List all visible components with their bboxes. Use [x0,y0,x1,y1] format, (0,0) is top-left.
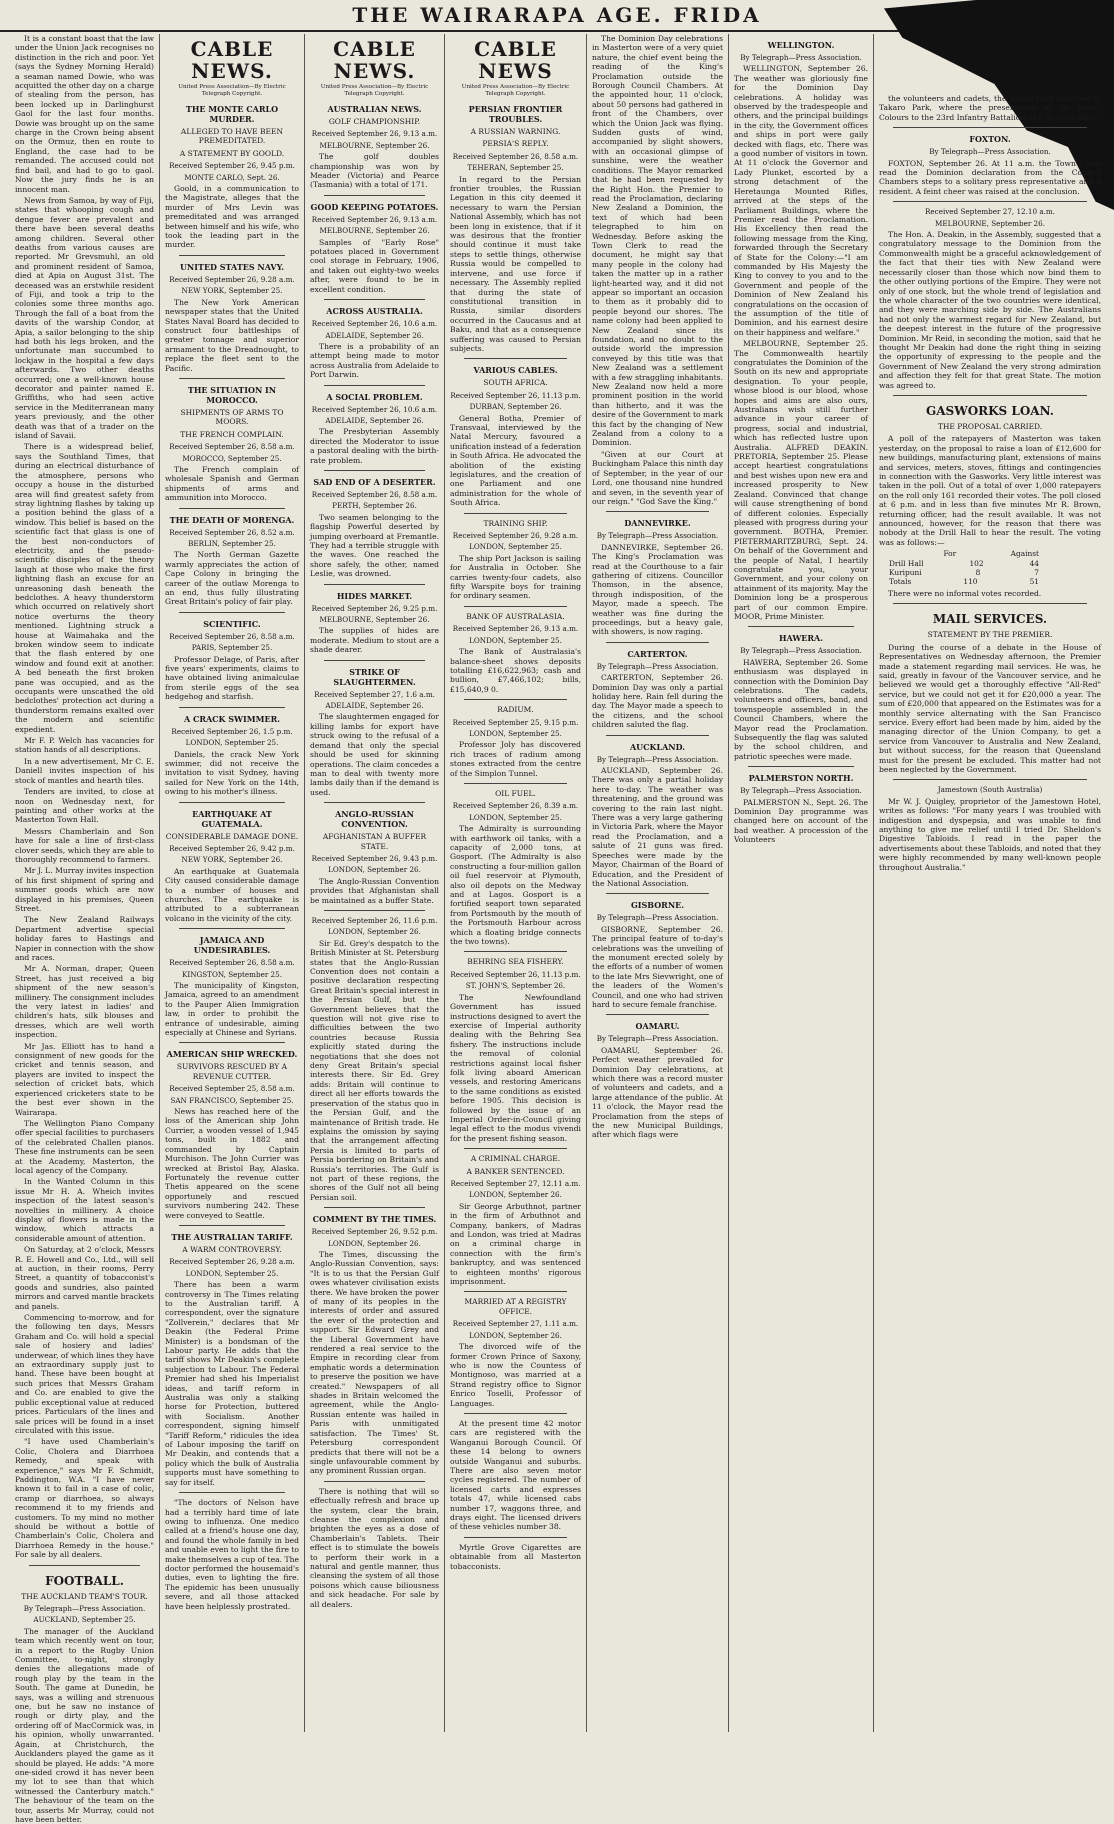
article-text: Sir George Arbuthnot, partner in the firm of Arbuthnot and Company, bankers, of Madras and London, was tried at Madras on a criminal charge in connection with the firm's bankruptcy, and was sentenced to eighteen months' rigorous imprisonment. [450,1201,581,1287]
received-line: Received September 26, 9.43 p.m. [311,853,438,863]
byline: By Telegraph—Press Association. [596,1034,719,1044]
advertisement-text: There is nothing that will so effectually refresh and brace up the system, clear the brain, cleanse the complexion and brighten the eyes as a dose of Chamberlain's Tablets. Their effect is to stimulate the bowels to perform their work in a natural and gentle manner, thus cleansing the system of all those poisons which cause biliousness and sick headache. For sale by all dealers. [310,1486,439,1609]
article-heading: CARTERTON. [627,648,688,659]
received-line: Received September 26, 9.52 p.m. [311,1227,438,1237]
divider-rule [606,735,709,736]
divider-rule [179,612,285,613]
dateline: NEW YORK, September 25. [181,286,283,296]
article-text: The golf doubles championship was won by Meader (Victoria) and Pearce (Tasmania) with a total of 171. [310,152,439,190]
torn-spacer [879,34,1101,94]
dateline: LONDON, September 25. [185,738,279,748]
received-line: Received September 26, 9.42 p.m. [169,843,295,853]
received-line: Received September 26, 9.13 a.m. [311,214,438,224]
received-line: Received September 26, 8.58 a.m. [452,151,579,161]
dateline: TEHERAN, September 25. [467,163,564,173]
divider-rule [179,1492,285,1493]
article-text: There were no informal votes recorded. [888,588,1042,598]
local-paragraph: "I have used Chamberlain's Colic, Cholera and Diarrhoea Remedy, and speak with experience," says Mr F. Schmidt, Paddington, W.A. "I have never known it to fail in a case of colic, cramp or diarrhoea, so always recommend it to my friends and customers. To my mind no mother should be without a bottle of Chamberlain's Colic, Cholera and Diarrhoea Remedy in the house." For sale by all dealers. [15,1437,154,1560]
received-line: Received September 26, 10.6 a.m. [311,404,438,414]
votes-place: Totals [889,577,912,587]
local-paragraph: Commencing to-morrow, and for the following ten days, Messrs Graham and Co. will hold a special sale of hosiery and ladies' underwear, of which lines they have an extraordinary supply just to hand. These have been bought at such prices that Messrs Graham and Co. are enabled to give the public exceptional value at reduced prices. Particulars of the lines and sale prices will be found in a inset circulated with this issue. [15,1313,154,1435]
article-heading: THE SITUATION IN MOROCCO. [187,384,277,405]
article-text: The Newfoundland Government has issued instructions designed to avert the exercise of Imperial authority dealing with the Behring Sea fishery. The instructions include the removal of colonial restrictions against local fisher folk living aboard American vessels, and restoring Americans to the same conditions as existed before 1905. This decision is followed by the issue of an Imperial Order-in-Council giving legal effect to the modus vivendi for the present fishing season. [450,992,581,1143]
divider-rule [324,1207,425,1208]
section-heading: MAIL SERVICES. [932,612,1048,627]
votes-header-cell: For [943,549,957,559]
column-1 [10,34,160,1824]
article-heading: GOOD KEEPING POTATOES. [310,201,439,212]
column-5 [587,34,729,1732]
section-subheading: STATEMENT BY THE PREMIER. [927,630,1053,640]
divider-rule [606,511,709,512]
divider-rule [324,802,425,803]
article-heading: A CRACK SWIMMER. [183,713,281,724]
article-subheading: BANK OF AUSTRALASIA. [466,611,565,621]
divider-rule [464,513,567,514]
divider-rule [893,779,1087,780]
article-subheading: SURVIVORS RESCUED BY A REVENUE CUTTER. [176,1062,288,1081]
votes-table [889,549,1101,587]
article-text: the volunteers and cadets, the troops then marched to Takaro Park, where the presentation of the King's Colours to the 23rd Infantry Battalion, O.E.V., took place. [879,94,1101,122]
dateline: MOROCCO, September 25. [182,453,282,463]
section-subheading: THE PROPOSAL CARRIED. [937,421,1043,431]
article-text: The New York American newspaper states that the United States Naval Board has decided to construct four battleships of greater tonnage and superior armament to the Dreadnought, to replace the fleet sent to the Pacific. [165,297,299,373]
article-heading: OAMARU. [635,1021,680,1032]
column-7 [874,34,1106,1732]
article-text: Samples of "Early Rose" potatoes placed in Government cool storage in February, 1906, and taken out eighty-two weeks after, were found to be in excellent condition. [310,237,439,294]
local-paragraph: In a new advertisement, Mr C. E. Daniell invites inspection of his stock of mantles and hearth tiles. [15,756,154,785]
divider-rule [179,928,285,929]
dateline: LONDON, September 25. [469,542,562,552]
article-heading: SCIENTIFIC. [203,618,261,629]
divider-rule [464,783,567,784]
article-text: Sir Ed. Grey's despatch to the British Minister at St. Petersburg states that the Anglo-Russian Convention does not contain a positive declaration respecting Great Britain's special interest in the Persian Gulf, but the Government believes that the question will not give rise to difficulties between the two countries because Russia explicitly stated during the negotiations that she does not deny Great Britain's special interests there. Sir Ed. Grey adds: Britain will continue to direct all her efforts towards the preservation of the status quo in the Persian Gulf, and the maintenance of British trade. He explains the omission by saying that the arrangement affecting Persia is limited to parts of Persia bordering on Britain's and Russia's territories. The Gulf is not part of these regions, the shores of the Gulf not all being Persian soil. [310,938,439,1202]
byline: By Telegraph—Press Association. [596,531,719,541]
article-subheading: TRAINING SHIP. [483,518,548,528]
byline: By Telegraph—Press Association. [23,1604,146,1613]
divider-rule [324,910,425,911]
divider-rule [748,766,854,767]
article-heading: THE MONTE CARLO MURDER. [185,104,279,124]
article-heading: THE DEATH OF MORENGA. [169,514,295,525]
local-paragraph: The Wellington Piano Company offer special facilities to purchasers of the celebrated Challen pianos. These fine instruments can be seen at the Academy, Masterton, the local agency of the Company. [15,1118,154,1175]
divider-rule [179,1042,285,1043]
received-line: Received September 26, 8.58 a.m. [311,489,438,499]
article-heading: PALMERSTON NORTH. [748,773,854,784]
votes-place: Kuripuni [889,568,922,578]
article-text: The Anglo-Russian Convention provides that Afghanistan shall be maintained as a buffer State. [310,876,439,905]
votes-for: 102 [969,558,984,568]
received-line: Received September 26, 8.58 a.m. [169,631,295,641]
article-heading: A SOCIAL PROBLEM. [326,391,423,402]
divider-rule [179,378,285,379]
divider-rule [893,127,1087,128]
article-text: The municipality of Kingston, Jamaica, agreed to an amendment to the Pauper Alien Immigration law, in order to prohibit the entrance of undesirable, aiming especially at Chinese and Syrians. [165,981,299,1038]
article-text: At the present time 42 motor cars are registered with the Wanganui Borough Council. Of these 14 belong to owners outside Wanganui and suburbs. There are also seven motor cycles registered. The number of licensed carts and expresses totals 47, while licensed cabs number 17, waggons three, and drays eight. The licensed drivers of these vehicles number 38. [450,1418,581,1532]
divider-rule [179,255,285,256]
received-line: Received September 27, 1.6 a.m. [314,689,435,699]
column-subheader: United Press Association—By Electric Telegraph Copyright. [461,84,570,97]
divider-rule [748,626,854,627]
dateline: LONDON, September 26. [328,927,421,937]
dateline: LONDON, September 26. [328,1238,421,1248]
divider-rule [606,642,709,643]
section-heading: GASWORKS LOAN. [926,403,1054,418]
received-line: Received September 26, 9.13 a.m. [452,624,579,634]
dateline: AUCKLAND, September 25. [33,1615,136,1625]
proclamation-text: "Given at our Court at Buckingham Palace this ninth day of September, in the year of our Lord, one thousand nine hundred and seven, in the seventh year of our reign." "God Save the King." [592,449,723,506]
received-line: Received September 26, 9.28 a.m. [452,531,579,541]
article-text: The Hon. A. Deakin, in the Assembly, suggested that a congratulatory message to the Dominion from the Commonwealth might be a graceful acknowledgement of the fact that their ties with New Zealand were necessarily closer than those which now bind them to the other outlying portions of the Empire. They were not only of one stock, but the whole trend of legislation and the whole character of the two countries were identical, and they were marching side by side. The Australians had not only the warmest regard for New Zealand, but the deepest interest in the future of the progressive Dominion. Mr Reid, in seconding the motion, said that he thought Mr Deakin had done the right thing in seizing the opportunity of expressing to the people and the Government of New Zealand the very strong admiration and affection they felt for that great State. The motion was agreed to. [879,230,1101,390]
divider-rule [324,660,425,661]
received-line: Received September 26, 1.5 p.m. [171,726,293,736]
article-heading: DANNEVIRKE. [624,518,691,529]
byline: By Telegraph—Press Association. [740,646,862,656]
article-text: The French complain of wholesale Spanish and German shipments of arms and ammunition into Morocco. [165,464,299,503]
article-text: The Bank of Australasia's balance-sheet shows deposits totalling £16,622,963; cash and bullion, £7,466,102; bills, £15,640,9 0. [450,647,581,694]
article-heading: AUSTRALIAN NEWS. [327,104,422,114]
column-header: CABLE NEWS. [190,37,274,83]
article-subheading: MARRIED AT A REGISTRY OFFICE. [464,1297,567,1316]
votes-row [889,568,1039,577]
votes-against: 51 [1029,577,1039,587]
article-text: The Admiralty is surrounding with earthwork oil tanks, with a capacity of 2,000 tons, at Gosport. (The Admiralty is also constructing a four-million gallon oil fuel reservoir at Plymouth, also oil depots on the Medway and at Lagos. Gosport is a fortified seaport town separated from Portsmouth by the mouth of the Portsmouth Harbour across which a floating bridge connects the two towns). [450,824,581,947]
article-text: GISBORNE, September 26. The principal feature of to-day's celebrations was the unveiling of the monument erected solely by the efforts of a number of women to the late Mrs Sievwright, one of the leaders of the Women's Council, and one who had striven hard to secure female franchise. [592,924,723,1009]
article-heading: FOXTON. [969,134,1011,145]
dateline: ST. JOHN'S, September 26. [465,981,566,991]
votes-row [889,577,1039,586]
article-heading: WELLINGTON. [767,40,835,50]
article-text: The Presbyterian Assembly directed the Moderator to issue a pastoral dealing with the birth-rate problem. [310,427,439,465]
byline: By Telegraph—Press Association. [740,53,862,62]
divider-rule [606,893,709,894]
article-text: A poll of the ratepayers of Masterton was taken yesterday, on the proposal to raise a loan of £12,600 for new buildings, manufacturing plant, extensions of mains and services, meters, stoves, fittings and contingencies in connection with the Gasworks. Very little interest was taken in the poll. Out of a total of over 1,000 ratepayers on the roll only 161 recorded their votes. The poll closed at 6 p.m. and in less than five minutes Mr R. Brown, returning officer, had the result available. It was not announced, however, for the reason that there was nobody at the Drill Hall to hear the result. The voting was as follows:— [879,434,1101,547]
article-text: The supplies of hides are moderate. Medium to stout are a shade dearer. [310,626,439,655]
article-text: The North German Gazette warmly appreciates the action of Cape Colony in bringing the career of the outlaw Morenga to an end, thus fully illustrating Great Britain's policy of fair play. [165,550,299,607]
divider-rule [464,1413,567,1414]
votes-for: 110 [963,577,978,587]
article-heading: EARTHQUAKE AT GUATEMALA. [192,808,272,829]
local-paragraph: In the Wanted Column in this issue Mr H. A. Wheich invites inspection of the latest season's novelties in millinery. A choice display of flowers is made in the window, which attracts a considerable amount of attention. [15,1177,154,1243]
divider-rule [324,385,425,386]
article-text: AUCKLAND, September 26. There was only a partial holiday here to-day. The weather was threatening, and the ground was covering to the rain last night. There was a very large gathering in Victoria Park, where the Mayor read the Proclamation, and a salute of 21 guns was fired. Speeches were made by the Mayor, Chairman of the Board of Education, and the President of the National Association. [592,766,723,888]
received-line: Received September 26, 9.25 p.m. [311,603,438,613]
dateline: SAN FRANCISCO, September 25. [170,1095,294,1105]
divider-rule [893,395,1087,396]
article-text: CARTERTON, September 26. Dominion Day was only a partial holiday here. Rain fell during the day. The Mayor made a speech to the citizens, and the school children saluted the flag. [592,673,723,730]
received-line: Received September 25, 8.58 a.m. [169,1084,295,1094]
byline: By Telegraph—Press Association. [596,754,719,764]
article-heading: UNITED STATES NAVY. [179,261,285,272]
section-heading: FOOTBALL. [45,1573,124,1588]
local-paragraph: Mr F. P. Welch has vacancies for station hands of all descriptions. [15,736,154,755]
masthead: THE WAIRARAPA AGE. FRIDA [0,0,1114,32]
received-line: Received September 26, 11.13 p.m. [450,390,581,400]
article-subheading: A BANKER SENTENCED. [466,1166,565,1176]
article-subheading: SHIPMENTS OF ARMS TO MOORS. [180,407,284,427]
divider-rule [606,1014,709,1015]
dateline: ADELAIDE, September 26. [325,415,424,425]
divider-rule [464,1148,567,1149]
dateline: LONDON, September 26. [469,1190,562,1200]
received-line: Received September 26, 8.52 a.m. [169,527,295,537]
advertisement-text: Mr W. J. Quigley, proprietor of the Jamestown Hotel, writes as follows: "For many years I was troubled with indigestion and dyspepsia, and was unable to find anything to give me relief until I tried Dr. Sheldon's Digestive Tabloids. I read in the paper the advertisements about these Tabloids, and noted that they were highly recommended by many well-known people throughout Australia." [879,796,1101,872]
advertisement-text: "The doctors of Nelson have had a terribly hard time of late owing to influenza. One medico called at a friend's house one day, and found the whole family in bed and unable even to light the fire to make themselves a cup of tea. The doctor performed the housemaid's duties, even to lighting the fire. The epidemic has been unusually severe, and all those attacked have been helplessly prostrated. [165,1498,299,1611]
article-text: WELLINGTON, September 26. The weather was gloriously fine for the Dominion Day celebrations. A holiday was observed by the tradespeople and others, and the principal buildings in the city, the Government offices and ships in port were gaily decked with flags, etc. There was a good number of visitors in town. At 11 o'clock the Governor and Lady Plunket, escorted by a strong detachment of the Heretaunga Mounted Rifles, arrived at the steps of the Parliament Buildings, where the Premier read the Proclamation. His Excellency then read the following message from the King, forwarded through the Secretary of State for the Colony:—"I am commanded by His Majesty the King to convey to you and to the Government and people of the Dominion of New Zealand his congratulations on the occasion of the assumption of the title of Dominion, and his earnest desire on their happiness and welfare." [734,64,868,337]
dateline: PARIS, September 25. [191,643,273,653]
received-line: Received September 26, 11.13 p.m. [450,969,581,979]
divider-rule [324,299,425,300]
divider-rule [464,951,567,952]
dateline: LONDON, September 26. [469,1330,562,1340]
section-subheading: THE AUCKLAND TEAM'S TOUR. [21,1591,148,1601]
article-text: FOXTON, September 26. At 11 a.m. the Town Clerk read the Dominion declaration from the Council Chambers steps to a solitary press representative and a resident. A feint cheer was raised at the conclusion. [879,158,1101,196]
article-text: OAMARU, September 26. Perfect weather prevailed for Dominion Day celebrations, at which there was a record muster of volunteers and cadets, and a large attendance of the public. At 11 o'clock, the Mayor read the Proclamation from the steps of the new Municipal Buildings, after which flags were [592,1045,723,1140]
received-line: Received September 27, 12.11 a.m. [450,1179,581,1188]
local-paragraph: Mr A. Norman, draper, Queen Street, has just received a big shipment of the new season's millinery. The consignment includes the very latest in ladies' and children's hats, silk blouses and dresses, which are well worth inspection. [15,964,154,1040]
divider-rule [324,584,425,585]
article-subheading: RADIUM. [497,705,534,715]
divider-rule [464,358,567,359]
article-text: In regard to the Persian frontier troubles, the Russian Legation in this city deemed it necessary to warn the Persian National Assembly, which has not been long in existence, that if it was desirous that the frontier should continue it must take steps to settle things, otherwise Russia would be compelled to intervene, and use force if necessary. The Assembly replied that during the state of constitutional transition in Russia, similar disorders occurred in the Caucasus and at Baku, and that as a consequence suffering was caused to Persian subjects. [450,174,581,353]
dateline: PERTH, September 26. [332,501,417,511]
received-line: Received September 26, 9.13 a.m. [311,129,438,139]
article-text: There is a probability of an attempt being made to motor across Australia from Adelaide to Port Darwin. [310,341,439,380]
column-6 [729,34,874,1732]
received-line: Received September 26, 9.28 a.m. [169,1257,295,1267]
dateline: LONDON, September 25. [469,635,562,645]
local-paragraph: Tenders are invited, to close at noon on Wednesday next, for painting and other works at the Masterton Town Hall. [15,787,154,825]
article-text: The manager of the Auckland team which recently went on tour, in a report to the Rugby Union Committee, to-night, strongly denies the allegations made of rough play by the team in the South. The game at Dunedin, he says, was a willing and strenuous one, but he saw no instance of rough or dirty play, and the ordering off of MacCormick was, in his opinion, wholly unwarranted. Again, at Christchurch, the Aucklanders played the game as it should be played. He adds: "A more one-sided crowd it has never been my lot to see than that which witnessed the Canterbury match." The behaviour of the team on the tour, asserts Mr Murray, could not have been better. [15,1626,154,1824]
article-subheading: BEHRING SEA FISHERY. [467,957,564,967]
article-heading: STRIKE OF SLAUGHTERMEN. [333,666,416,687]
local-paragraph: On Saturday, at 2 o'clock, Messrs R. E. Howell and Co., Ltd., will sell at auction, in their rooms, Perry Street, a quantity of tobacconist's goods and sundries, also painted mirrors and carved mantle brackets and panels. [15,1245,154,1311]
article-text: News has reached here of the loss of the American ship John Currier, a wooden vessel of 1,945 tons, built in 1882 and commanded by Captain Murchison. The John Currier was wrecked at Bristol Bay, Alaska. Fortunately the revenue cutter Thetis appeared on the scene opportunely and rescued survivors numbering 242. These were conveyed to Seattle. [165,1107,299,1220]
column-header: CABLE NEWS [474,37,557,83]
column-header: CABLE NEWS. [333,37,416,83]
divider-rule [179,1225,285,1226]
divider-rule [324,195,425,196]
divider-rule [893,201,1087,202]
divider-rule [464,1537,567,1538]
article-text: PALMERSTON N., Sept. 26. The Dominion Day programme was changed here on account of the bad weather. A procession of the Volunteers [734,797,868,845]
article-subheading: A CRIMINAL CHARGE. [470,1154,561,1164]
article-text: The divorced wife of the former Crown Prince of Saxony, who is now the Countess of Montignoso, was married at a Strand registry office to Signor Enrico Toselli, Professor of Languages. [450,1342,581,1408]
article-subheading: A RUSSIAN WARNING. [470,127,561,136]
local-paragraph: It is a constant boast that the law under the Union Jack recognises no distinction in the rich and poor. Yet (says the Sydney Morning Herald) a seaman named Dowie, who was acquitted the other day on a charge of stealing from the person, has been locked up in Darlinghurst Gaol for the last four months. Dowie was brought up on the same charge in the Crown being absent on the Ormuz, then en route to England, the case had to be remanded. The accused could not find bail, and had to go to gaol. Now the jury finds he is an innocent man. [15,34,154,194]
advertisement-heading: Jamestown (South Australia) [937,785,1043,795]
received-line: Received September 26, 11.6 p.m. [311,915,438,925]
dateline: MELBOURNE, September 26. [319,140,430,150]
votes-place: Drill Hall [889,558,924,568]
received-line: Received September 26, 9.45 p.m. [169,161,295,171]
article-text: Professor Joly has discovered rich traces of radium among stones extracted from the centre of the Simplon Tunnel. [450,740,581,778]
article-subheading: A WARM CONTROVERSY. [182,1244,282,1254]
received-line: Received September 26, 9.28 a.m. [169,274,295,284]
dateline: MONTE CARLO, Sept. 26. [184,172,280,182]
byline: By Telegraph—Press Association. [929,147,1051,157]
article-subheading: GOLF CHAMPIONSHIP. [328,117,421,126]
received-line: Received September 26, 8.58 a.m. [169,442,295,452]
article-text: The Dominion Day celebrations in Masterton were of a very quiet nature, the chief event being the reading of the King's Proclamation outside the Borough Council Chambers. At the appointed hour, 11 o'clock, about 50 persons had gathered in front of the Chambers, over which the Union Jack was flying. Sudden gusts of wind, accompanied by slight showers, with an occasional glimpse of sunshine, were the weather conditions. The Mayor remarked that he had been requested by the Right Hon. the Premier to read the Proclamation, declaring New Zealand a Dominion, the text of which had been telegraphed to him on Wednesday. Before asking the Town Clerk to read the document, he might say that many people in the colony had taken the matter up in a rather light-hearted way, and it did not appear so important an occasion to them as it probably did to people beyond our shores. The name colony had been applied to New Zealand since its foundation, and no doubt to the outside world the impression conveyed by this title was that New Zealand was a settlement with a few straggling inhabitants. New Zealand now held a more prominent position in the world than hitherto, and it was the desire of the Government to mark this fact by the changing of New Zealand from a colony to a Dominion. [592,34,723,448]
article-subheading: SOUTH AFRICA. [483,378,548,388]
dateline: NEW YORK, September 26. [181,855,283,865]
votes-header-row [889,549,1039,558]
divider-rule [464,699,567,700]
article-text: The Times, discussing the Anglo-Russian Convention, says: "It is to us that the Persian Gulf owes whatever civilisation exists there. We have broken the power of many of its peoples in the interests of order and assured the ever of the protection and support. Sir Edward Grey and the Liberal Government have rendered a real service to the Empire in recording clear from emphatic words a determination to preserve the position we have created." Newspapers of all shades in Britain welcomed the agreement, while the Anglo-Russian entente was hailed in Paris with unmitigated satisfaction. The Times' St. Petersburg correspondent predicts that there will not be a single unfavourable comment by any prominent Russian organ. [310,1249,439,1476]
article-text: MELBOURNE, September 25. The Commonwealth heartily congratulates the Dominion of the South on its new and appropriate designation. To your people, whose blood is our blood, whose hopes and aims are also ours, Australians wish still further advance in your career of progress, social and industrial, which has reflected lustre upon Australia. ALFRED DEAKIN. PRETORIA, September 25. Please accept heartiest congratulations and best wishes upon new era and increased prosperity to New Zealand. Convinced that change will cause strengthening of bond of different colonies. Especially pleased with progress during your government. BOTHA, Premier. PIETERMARITZBURG, Sept. 24. On behalf of the Government and the people of Natal, I heartily congratulate you, your Government, and your colony on attainment of its majority. May the Dominion long be a prosperous part of our common Empire. MOOR, Prime Minister. [734,339,868,621]
article-heading: ANGLO-RUSSIAN CONVENTION. [335,809,414,830]
article-heading: THE AUSTRALIAN TARIFF. [171,1231,293,1242]
byline: By Telegraph—Press Association. [740,786,862,796]
article-text: General Botha, Premier of Transvaal, interviewed by the Natal Mercury, favoured a unification instead of a federation in South Africa. He advocated the abolition of the existing legislatures, and the creation of one Parliament and one administration for the whole of South Africa. [450,413,581,508]
local-paragraph: News from Samoa, by way of Fiji, states that whooping cough and dengue fever are prevalent and there have been several deaths among children. Several other deaths from various causes are reported. Mr Grevsmuhl, an old and prominent resident of Samoa, died at Apia on August 31st. The deceased was an erstwhile resident of Fiji, and took a trip to the colonies some three months ago. Through the fall of a boat from the davits of the warship Condor, at Apia, a sailor belonging to the ship had both his legs broken, and the unfortunate man succumbed to lockjaw in the hospital a few days afterwards. Two other deaths occurred; one a well-known house decorator and painter named E. Griffiths, who had seen active service in the Mediterranean many years previously, and the other death was that of a trader on the island of Savaii. [15,195,154,441]
byline: By Telegraph—Press Association. [596,661,719,671]
article-text: The slaughtermen engaged for killing lambs for export have struck owing to the refusal of a demand that only the special should be used for skinning operations. The claim concedes a man to deal with twenty more lambs daily than if the demand is used. [310,712,439,797]
votes-header-cell: Against [1010,549,1039,559]
received-line: Received September 27, 1.11 a.m. [452,1319,579,1329]
dateline: LONDON, September 25. [469,812,562,822]
article-text: During the course of a debate in the House of Representatives on Wednesday afternoon, the Premier made a statement regarding mail services. He was, he said, greatly in favour of the Vancouver service, and he believed we would get a thoroughly effective "All-Red" service, but we could not get it for £20,000 a year. The sum of £20,000 that appeared on the Estimates was for a monthly service alternating with the San Francisco service. Every effort had been made by him, aided by the managing director of the Union Company, to get a service from Vancouver to Australia and New Zealand, but without success, for the reason that Queensland must for the present be excluded. This matter had not been neglected by the Government. [879,642,1101,774]
article-text: An earthquake at Guatemala City caused considerable damage to a number of houses and churches. The earthquake is attributed to a subterranean volcano in the vicinity of the city. [165,866,299,923]
article-subheading: CONSIDERABLE DAMAGE DONE. [165,831,299,841]
article-heading: ACROSS AUSTRALIA. [326,306,423,317]
article-text: DANNEVIRKE, September 26. The King's Proclamation was read at the Courthouse to a fair gathering of citizens. Councillor Thomson, in the absence, through indisposition, of the Mayor, made a speech. The weather was fine during the proceedings, but a heavy gale, with showers, is now raging. [592,542,723,637]
article-subheading: THE FRENCH COMPLAIN. [180,429,284,439]
divider-rule [179,707,285,708]
dateline: LONDON, September 25. [469,728,562,738]
local-paragraph: The New Zealand Railways Department advertise special holiday fares to Hastings and Napier in connection with the show and races. [15,915,154,962]
local-paragraph: Messrs Chamberlain and Son have for sale a line of first-class clover seeds, which they are able to thoroughly recommend to farmers. [15,826,154,864]
dateline: MELBOURNE, September 26. [319,226,430,236]
column-4 [445,34,587,1732]
divider-rule [179,802,285,803]
votes-row [889,559,1039,568]
votes-for: 8 [975,568,981,578]
article-heading: SAD END OF A DESERTER. [313,476,436,487]
dateline: KINGSTON, September 25. [182,969,282,979]
article-text: HAWERA, September 26. Some enthusiasm was displayed in connection with the Dominion Day celebrations. The cadets, volunteers and officers, band, and townspeople assembled in the Council Chambers, where the Mayor read the Proclamation. Subsequently the flag was saluted by the school children, and patriotic speeches were made. [734,657,868,761]
divider-rule [324,1481,425,1482]
divider-rule [893,603,1087,604]
article-heading: HIDES MARKET. [336,590,413,601]
byline: By Telegraph—Press Association. [596,913,719,923]
article-subheading: ALLEGED TO HAVE BEEN PREMEDITATED. [180,127,284,146]
article-subheading: PERSIA'S REPLY. [482,139,549,149]
article-heading: AMERICAN SHIP WRECKED. [166,1049,298,1060]
article-heading: VARIOUS CABLES. [473,365,558,376]
advertisement-text: Myrtle Grove Cigarettes are obtainable from all Masterton tobacconists. [450,1542,581,1571]
local-paragraph: Mr Jas. Elliott has to hand a consignment of new goods for the cricket and tennis season, and players are invited to inspect the selection of cricket bats, which experienced cricketers state to be the best ever shown in the Wairarapa. [15,1041,154,1117]
article-text: There has been a warm controversy in The Times relating to the Australian tariff. A correspondent, over the signature "Zollverein," declares that Mr Deakin (the Federal Prime Minister) is a bondsman of the Labour party. He adds that the tariff shows Mr Deakin's complete subjection to Labour. The Federal Premier had shed his Imperialist ideas, and tariff reform in Australia was only a stalking horse for Protection, buttered with Socialism. Another correspondent, signing himself "Tariff Reform," ridicules the idea of Labour imposing the tariff on Mr Deakin, and contends that a policy which the bulk of Australia supports must have something to say for itself. [165,1280,299,1487]
divider-rule [464,1291,567,1292]
newspaper-columns [10,34,1110,1824]
divider-rule [29,1565,140,1566]
dateline: MELBOURNE, September 26. [319,615,430,625]
divider-rule [324,470,425,471]
article-text: The ship Port Jackson is sailing for Australia in October. She carries twenty-four cadets, also fifty Warspite boys for training for ordinary seamen. [450,553,581,601]
article-subheading: A STATEMENT BY GOOLD. [179,148,285,158]
dateline: DURBAN, September 26. [469,402,562,412]
dateline: ADELAIDE, September 26. [325,330,424,340]
received-line: Received September 25, 9.15 p.m. [452,717,579,727]
column-2 [160,34,305,1732]
divider-rule [179,508,285,509]
article-heading: GISBORNE. [630,900,685,911]
dateline: LONDON, September 25. [185,1268,279,1278]
local-paragraph: There is a widespread belief, says the Southland Times, that during an electrical disturbance of the atmosphere, persons who occupy a house in the disturbed area will find greatest safety from stray lightning flashes by taking up a position behind the glass of a window. This belief is based on the scientific fact that glass is one of the best non-conductors of electricity, and the pseudo-scientific disciples of the theory laugh at those who make the first lightning flash an excuse for an unreasoning dash beneath the bedclothes. A heavy thunderstorm which occurred on relatively short notice overturns the theory mentioned. Lightning struck a house at Waimahaka and the broken window seem to indicate that the flash entered by one window and found exit at another. A bed beneath the first broken pane was occupied, and as the occupants were unscathed the old bedclothes' protection act during a thunderstorm remains exalted over the modern and scientific expedient. [15,442,154,734]
article-text: Goold, in a communication to the Magistrate, alleges that the murder of Mrs Levin was premeditated and was arranged between himself and his wife, who took the leading part in the murder. [165,184,299,250]
votes-against: 44 [1029,558,1039,568]
votes-against: 7 [1034,568,1039,578]
dateline: ADELAIDE, September 26. [325,701,424,711]
received-line: Received September 26, 10.6 a.m. [311,319,438,329]
article-heading: AUCKLAND. [629,741,686,752]
article-heading: JAMAICA AND UNDESIRABLES. [193,935,271,956]
received-line: Received September 26, 8.39 a.m. [452,801,579,811]
divider-rule [464,606,567,607]
article-text: Two seamen belonging to the flagship Powerful deserted by jumping overboard at Fremantle. They had a terrible struggle with the waves. One reached the shore safely, the other, named Leslie, was drowned. [310,512,439,579]
received-line: Received September 27, 12.10 a.m. [925,207,1055,217]
dateline: MELBOURNE, September 26. [934,218,1045,228]
column-subheader: United Press Association—By Electric Telegraph Copyright. [178,84,286,97]
article-subheading: AFGHANISTAN A BUFFER STATE. [322,832,427,851]
article-heading: COMMENT BY THE TIMES. [312,1214,437,1225]
received-line: Received September 26, 8.58 a.m. [169,958,295,968]
article-text: Daniels, the crack New York swimmer, did not receive the invitation to visit Sydney, having sailed for New York on the 14th, owing to his mother's illness. [165,749,299,797]
local-paragraph: Mr J. L. Murray invites inspection of his first shipment of spring and summer goods which are now displayed in his premises, Queen Street. [15,866,154,913]
article-subheading: OIL FUEL. [495,788,536,798]
article-heading: PERSIAN FRONTIER TROUBLES. [468,104,563,124]
dateline: LONDON, September 26. [328,865,421,875]
dateline: BERLIN, September 25. [188,539,276,548]
article-text: Professor Delage, of Paris, after five years' experiments, claims to have obtained living animalculae from sterile eggs of the sea hedgehog and starfish. [165,654,299,702]
article-heading: HAWERA. [778,633,824,644]
column-3 [305,34,445,1732]
column-subheader: United Press Association—By Electric Telegraph Copyright. [320,84,429,97]
